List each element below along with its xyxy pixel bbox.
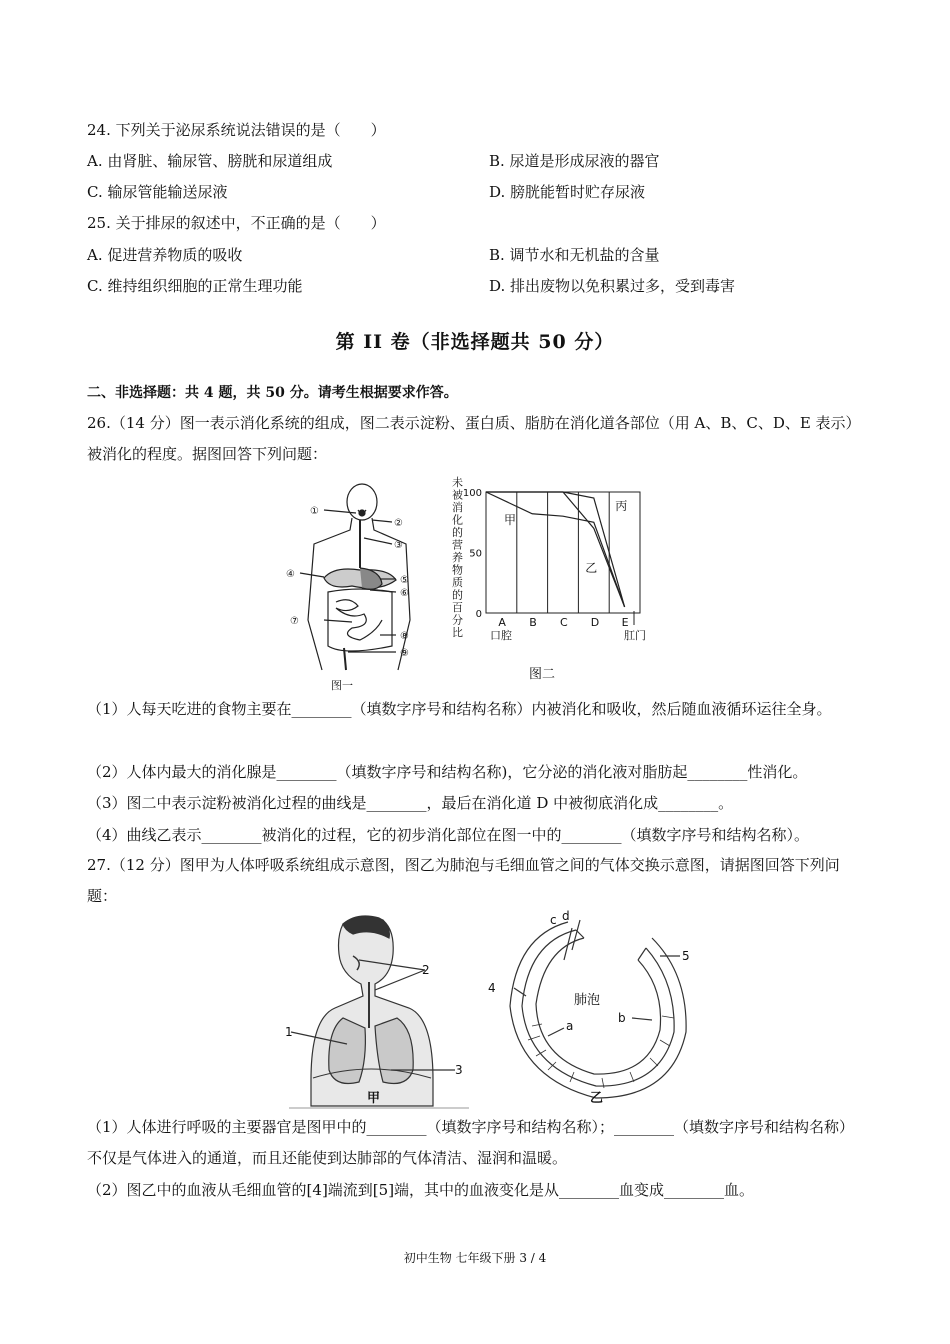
figA-label-3: 3 [455,1063,463,1077]
page-footer: 初中生物 七年级下册 3 / 4 [403,1251,547,1265]
q25-option-a: A. 促进营养物质的吸收 [87,246,243,264]
fig2-caption: 图二 [529,667,556,682]
fig1-label-6: ⑥ [400,588,409,599]
figB-label-b: b [618,1011,626,1025]
y-axis-label-char: 化 [452,513,463,527]
figA-label-2: 2 [422,963,430,977]
x-end-label: 肛门 [624,629,646,642]
figB-label-alveolus: 肺泡 [574,993,601,1008]
q27-sub2: （2）图乙中的血液从毛细血管的[4]端流到[5]端，其中的血液变化是从________血变成________血。 [87,1181,755,1199]
y-axis-label-char: 的 [452,588,463,602]
q24-option-b: B. 尿道是形成尿液的器官 [489,152,660,170]
q25-option-c: C. 维持组织细胞的正常生理功能 [87,277,303,295]
y-tick-label: 50 [469,548,482,560]
q24-stem: 24. 下列关于泌尿系统说法错误的是（ ） [87,121,386,139]
fig1-label-1: ① [310,506,319,517]
q26-stem: 26.（14 分）图一表示消化系统的组成，图二表示淀粉、蛋白质、脂肪在消化道各部位（用 A、B、C、D、E 表示）被消化的程度。据图回答下列问题： [87,414,861,463]
q24-option-a: A. 由肾脏、输尿管、膀胱和尿道组成 [87,152,333,170]
y-tick-label: 100 [462,488,482,499]
x-tick-label: A [498,616,506,629]
y-axis-label-char: 消 [452,501,463,514]
x-start-label: 口腔 [490,629,512,642]
fig1-label-5: ⑤ [400,575,409,586]
y-axis-label-char: 物 [452,563,463,577]
figB-label-5: 5 [682,949,690,963]
q25-option-b: B. 调节水和无机盐的含量 [489,246,660,264]
figB-caption: 乙 [590,1091,604,1106]
figB-label-d: d [562,909,570,923]
q26-sub2: （2）人体内最大的消化腺是________（填数字序号和结构名称)，它分泌的消化液对脂肪起________性消化。 [87,763,808,781]
q26-sub4: （4）曲线乙表示________被消化的过程，它的初步消化部位在图一中的________（填数字序号和结构名称）。 [87,826,810,844]
q27-stem: 27.（12 分）图甲为人体呼吸系统组成示意图，图乙为肺泡与毛细血管之间的气体交换示意图，请据图回答下列问题： [87,856,840,905]
curve-label: 乙 [585,561,598,575]
curve-label: 甲 [504,513,517,527]
fig1-label-2: ② [394,518,403,529]
x-tick-label: E [621,616,629,629]
fig1-label-7: ⑦ [290,616,299,627]
figB-label-4: 4 [488,981,496,995]
respiratory-system-figure [283,910,473,1110]
x-tick-label: D [590,616,600,629]
y-axis-label-char: 比 [452,626,463,639]
y-axis-label-char: 质 [452,576,463,589]
fig1-caption: 图一 [331,679,353,692]
fig1-label-8: ⑧ [400,631,409,642]
curve-甲 [486,492,628,607]
section-title: 第 II 卷（非选择题共 50 分） [335,331,615,353]
digestive-system-figure [286,480,420,692]
q27-sub1: （1）人体进行呼吸的主要器官是图甲中的________（填数字序号和结构名称）；________（填数字序号和结构名称）不仅是气体进入的通道，而且还能使到达肺部的气体清洁、湿润和温暖。 [87,1118,855,1167]
q25-option-d: D. 排出废物以免积累过多，受到毒害 [489,277,736,295]
q26-sub1: （1）人每天吃进的食物主要在________（填数字序号和结构名称）内被消化和吸收，然后随血液循环运往全身。 [87,700,832,718]
x-tick-label: C [560,616,568,629]
curve-label: 丙 [615,499,628,513]
x-tick-label: B [529,616,537,629]
q25-stem: 25. 关于排尿的叙述中，不正确的是（ ） [87,214,386,232]
q24-option-d: D. 膀胱能暂时贮存尿液 [489,183,646,201]
section-instruction: 二、非选择题：共 4 题，共 50 分。请考生根据要求作答。 [87,385,458,401]
y-tick-label: 0 [475,609,482,620]
q26-sub3: （3）图二中表示淀粉被消化过程的曲线是________，最后在消化道 D 中被彻底消化成________。 [87,794,734,812]
y-axis-label-char: 未 [452,476,463,489]
figB-label-c: c [550,913,557,927]
y-axis-label-char: 的 [452,526,463,539]
y-axis-label-char: 养 [452,551,463,564]
alveolus-capillary-figure [484,908,694,1103]
y-axis-label-char: 营 [452,538,463,552]
figB-label-a: a [566,1019,574,1033]
y-axis-label-char: 分 [452,613,463,627]
q24-option-c: C. 输尿管能输送尿液 [87,183,228,201]
y-axis-label-char: 被 [452,488,463,502]
figA-caption: 甲 [367,1091,381,1106]
fig1-label-3: ③ [394,540,403,551]
figA-label-1: 1 [285,1025,293,1039]
y-axis-label-char: 百 [452,601,463,614]
digestion-curve-chart [448,476,658,652]
fig1-label-9: ⑨ [400,648,409,659]
fig1-label-4: ④ [286,569,295,580]
